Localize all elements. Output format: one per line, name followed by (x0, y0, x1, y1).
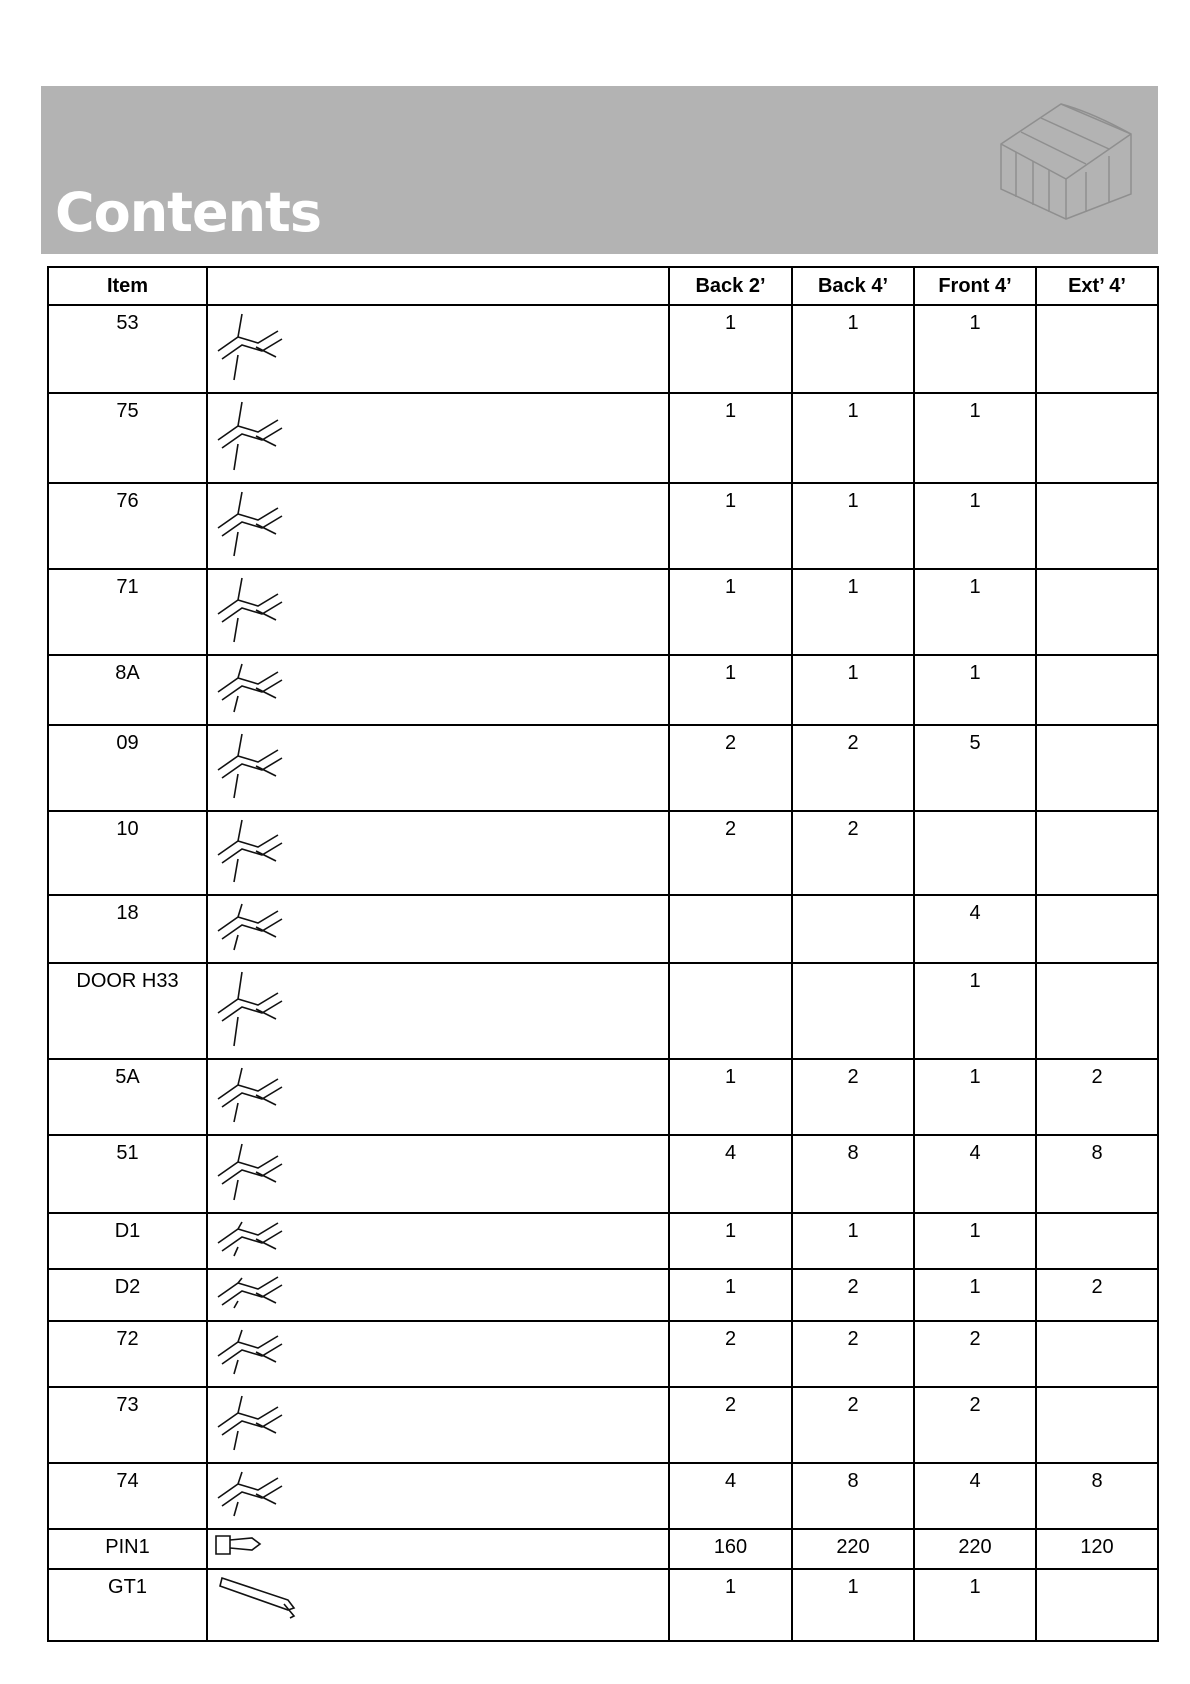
qty-back-4: 2 (792, 1059, 914, 1135)
qty-back-2: 2 (669, 1321, 792, 1387)
item-code: 73 (48, 1387, 207, 1463)
connector-8a-icon (208, 656, 298, 716)
item-picture (207, 1059, 669, 1135)
table-row (48, 1213, 1158, 1269)
qty-ext-4 (1036, 483, 1158, 569)
item-code: GT1 (48, 1569, 207, 1641)
item-picture (207, 1463, 669, 1529)
qty-back-2: 1 (669, 1569, 792, 1641)
qty-front-4 (914, 811, 1036, 895)
qty-ext-4 (1036, 1213, 1158, 1269)
item-picture (207, 1387, 669, 1463)
qty-ext-4 (1036, 725, 1158, 811)
table-row (48, 1059, 1158, 1135)
table-row (48, 895, 1158, 963)
qty-front-4: 1 (914, 483, 1036, 569)
connector-53-icon (208, 306, 298, 384)
table-row (48, 1269, 1158, 1321)
qty-back-2: 2 (669, 1387, 792, 1463)
qty-ext-4: 2 (1036, 1059, 1158, 1135)
item-code: DOOR H33 (48, 963, 207, 1059)
qty-ext-4 (1036, 305, 1158, 393)
table-row (48, 1387, 1158, 1463)
table-row (48, 1135, 1158, 1213)
qty-front-4: 1 (914, 1569, 1036, 1641)
item-picture (207, 483, 669, 569)
qty-back-4: 2 (792, 811, 914, 895)
qty-back-4: 1 (792, 655, 914, 725)
item-picture (207, 1529, 669, 1569)
qty-front-4: 1 (914, 305, 1036, 393)
qty-ext-4: 2 (1036, 1269, 1158, 1321)
qty-ext-4: 8 (1036, 1135, 1158, 1213)
qty-ext-4 (1036, 1387, 1158, 1463)
header-picture (207, 267, 669, 305)
item-picture (207, 811, 669, 895)
item-code: 72 (48, 1321, 207, 1387)
connector-18-icon (208, 896, 298, 954)
qty-back-2: 4 (669, 1135, 792, 1213)
table-row (48, 305, 1158, 393)
item-code: 74 (48, 1463, 207, 1529)
connector-74-icon (208, 1464, 298, 1520)
table-row (48, 811, 1158, 895)
connector-09-icon (208, 726, 298, 802)
connector-5a-icon (208, 1060, 298, 1126)
qty-front-4: 4 (914, 895, 1036, 963)
qty-back-2: 1 (669, 483, 792, 569)
item-code: 18 (48, 895, 207, 963)
qty-back-4: 2 (792, 1321, 914, 1387)
item-code: D2 (48, 1269, 207, 1321)
qty-ext-4 (1036, 393, 1158, 483)
table-row (48, 1321, 1158, 1387)
qty-front-4: 4 (914, 1463, 1036, 1529)
contents-table (47, 266, 1159, 1642)
item-code: D1 (48, 1213, 207, 1269)
qty-ext-4 (1036, 811, 1158, 895)
item-code: 5A (48, 1059, 207, 1135)
qty-front-4: 4 (914, 1135, 1036, 1213)
qty-back-4: 1 (792, 483, 914, 569)
item-code: 10 (48, 811, 207, 895)
qty-back-4: 220 (792, 1529, 914, 1569)
qty-back-4: 2 (792, 1269, 914, 1321)
qty-back-2: 160 (669, 1529, 792, 1569)
qty-back-4: 1 (792, 1569, 914, 1641)
connector-75-icon (208, 394, 298, 474)
qty-back-4: 2 (792, 1387, 914, 1463)
qty-front-4: 2 (914, 1387, 1036, 1463)
table-row (48, 1529, 1158, 1569)
qty-back-4 (792, 963, 914, 1059)
qty-back-4: 1 (792, 1213, 914, 1269)
connector-51-icon (208, 1136, 298, 1204)
item-picture (207, 1569, 669, 1641)
qty-front-4: 1 (914, 1059, 1036, 1135)
item-picture (207, 895, 669, 963)
qty-back-4 (792, 895, 914, 963)
connector-d1-icon (208, 1214, 298, 1260)
item-code: 09 (48, 725, 207, 811)
qty-front-4: 2 (914, 1321, 1036, 1387)
page-title: Contents (55, 181, 322, 244)
table-row (48, 483, 1158, 569)
qty-back-4: 1 (792, 305, 914, 393)
qty-back-2: 1 (669, 1059, 792, 1135)
qty-ext-4 (1036, 963, 1158, 1059)
connector-72-icon (208, 1322, 298, 1378)
qty-back-2: 1 (669, 569, 792, 655)
pin-icon (208, 1530, 298, 1560)
qty-ext-4 (1036, 895, 1158, 963)
table-row (48, 963, 1158, 1059)
item-picture (207, 569, 669, 655)
qty-back-2 (669, 895, 792, 963)
connector-76-icon (208, 484, 298, 560)
connector-71-icon (208, 570, 298, 646)
qty-back-2: 2 (669, 811, 792, 895)
qty-front-4: 1 (914, 1213, 1036, 1269)
table-row (48, 569, 1158, 655)
qty-back-2: 1 (669, 1269, 792, 1321)
item-picture (207, 725, 669, 811)
connector-10-icon (208, 812, 298, 886)
item-code: PIN1 (48, 1529, 207, 1569)
table-row (48, 655, 1158, 725)
qty-ext-4 (1036, 655, 1158, 725)
qty-back-2: 1 (669, 1213, 792, 1269)
header-band (41, 86, 1158, 254)
qty-back-2: 1 (669, 655, 792, 725)
qty-ext-4: 120 (1036, 1529, 1158, 1569)
qty-front-4: 220 (914, 1529, 1036, 1569)
item-picture (207, 393, 669, 483)
table-row (48, 1569, 1158, 1641)
greenhouse-icon (991, 94, 1141, 224)
item-picture (207, 1269, 669, 1321)
qty-back-4: 8 (792, 1135, 914, 1213)
item-picture (207, 655, 669, 725)
item-picture (207, 1213, 669, 1269)
item-code: 8A (48, 655, 207, 725)
qty-back-2: 1 (669, 393, 792, 483)
qty-back-4: 1 (792, 569, 914, 655)
item-picture (207, 1135, 669, 1213)
qty-ext-4: 8 (1036, 1463, 1158, 1529)
qty-front-4: 1 (914, 569, 1036, 655)
table-row (48, 1463, 1158, 1529)
header-front-4: Front 4’ (914, 267, 1036, 305)
header-ext-4: Ext’ 4’ (1036, 267, 1158, 305)
qty-back-4: 8 (792, 1463, 914, 1529)
qty-front-4: 5 (914, 725, 1036, 811)
item-code: 53 (48, 305, 207, 393)
qty-ext-4 (1036, 1569, 1158, 1641)
tool-gt1-icon (208, 1570, 298, 1632)
qty-ext-4 (1036, 1321, 1158, 1387)
item-picture (207, 1321, 669, 1387)
qty-back-4: 1 (792, 393, 914, 483)
header-item: Item (48, 267, 207, 305)
table-row (48, 725, 1158, 811)
qty-back-2: 2 (669, 725, 792, 811)
header-back-4: Back 4’ (792, 267, 914, 305)
qty-front-4: 1 (914, 1269, 1036, 1321)
qty-front-4: 1 (914, 655, 1036, 725)
qty-front-4: 1 (914, 963, 1036, 1059)
qty-ext-4 (1036, 569, 1158, 655)
item-picture (207, 305, 669, 393)
item-code: 51 (48, 1135, 207, 1213)
header-back-2: Back 2’ (669, 267, 792, 305)
qty-back-2 (669, 963, 792, 1059)
item-code: 75 (48, 393, 207, 483)
table-row (48, 393, 1158, 483)
qty-back-4: 2 (792, 725, 914, 811)
qty-back-2: 4 (669, 1463, 792, 1529)
connector-d2-icon (208, 1270, 298, 1312)
item-picture (207, 963, 669, 1059)
qty-front-4: 1 (914, 393, 1036, 483)
table-header-row (48, 267, 1158, 305)
qty-back-2: 1 (669, 305, 792, 393)
item-code: 76 (48, 483, 207, 569)
door-h33-connector-icon (208, 964, 298, 1050)
connector-73-icon (208, 1388, 298, 1454)
item-code: 71 (48, 569, 207, 655)
